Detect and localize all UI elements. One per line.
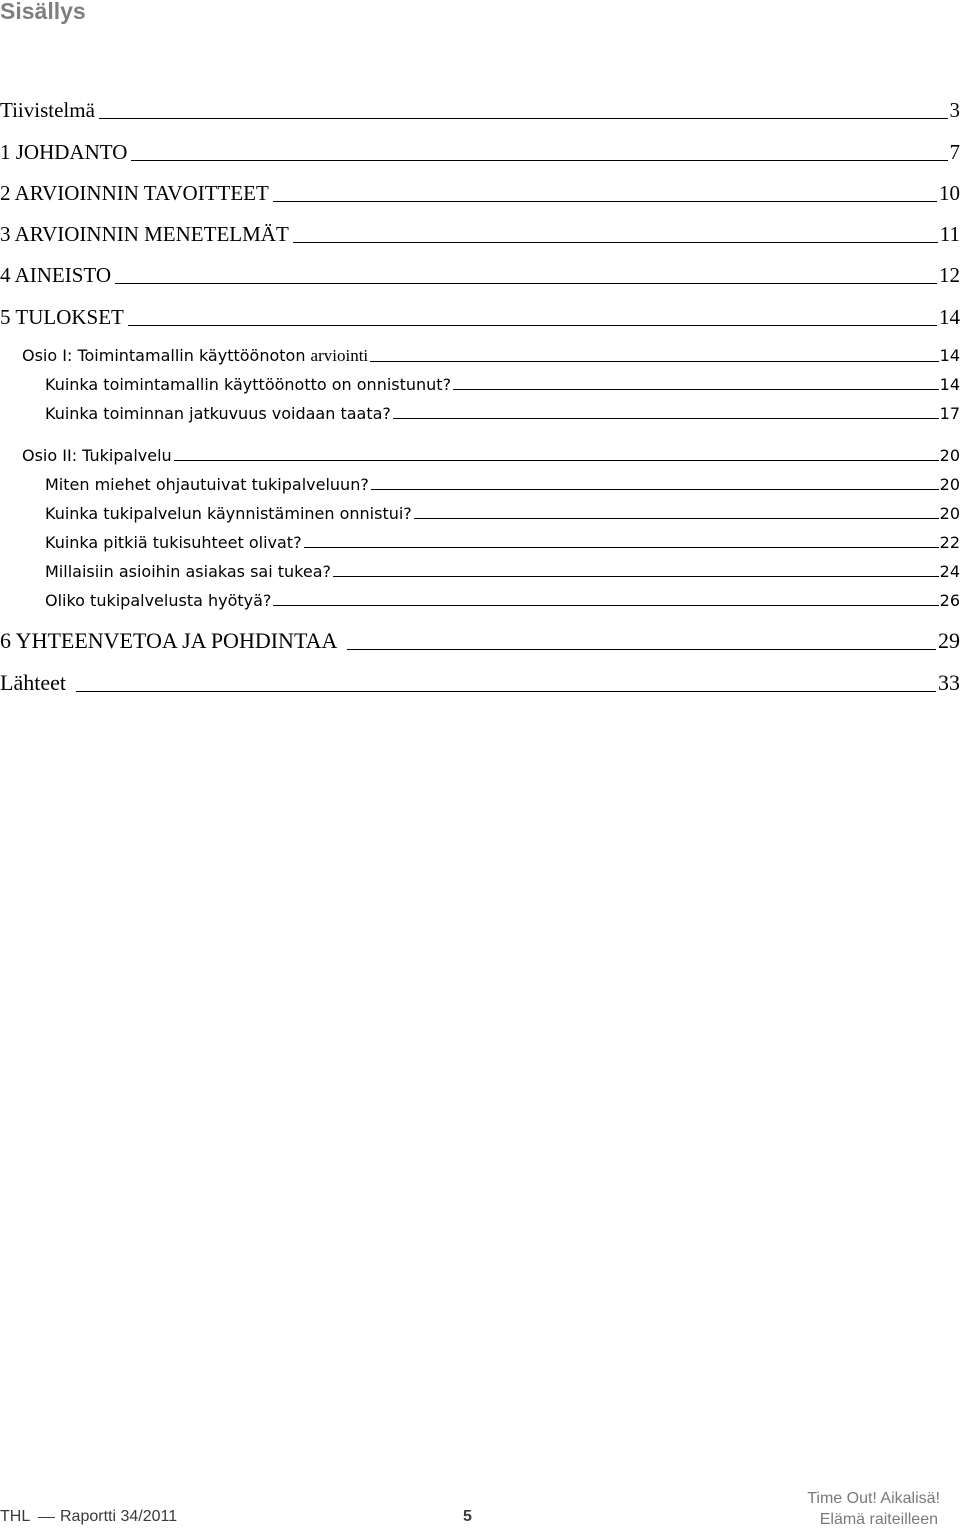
toc-entry-label: 4 AINEISTO (0, 263, 112, 287)
toc-entry-johdanto[interactable] (0, 140, 960, 165)
toc-entry-page: 14 (939, 305, 960, 329)
toc-entry-ohjautuminen[interactable] (45, 475, 960, 494)
toc-entry-label: Osio II: Tukipalvelu (22, 446, 172, 465)
toc-entry-page: 7 (949, 140, 960, 164)
toc-entry-label-main: Osio I: Toimintamallin käyttöönoton (22, 346, 311, 365)
toc-leader-line (76, 691, 936, 692)
footer-divider (38, 1517, 55, 1518)
toc-entry-page: 20 (939, 504, 960, 523)
toc-entry-label: 3 ARVIOINNIN MENETELMÄT (0, 222, 289, 246)
toc-entry-label: Tiivistelmä (0, 98, 95, 122)
toc-entry-tukisuhteet[interactable] (45, 533, 960, 552)
toc-leader-line (99, 118, 948, 119)
toc-leader-line (453, 389, 939, 390)
toc-leader-line (347, 649, 936, 650)
toc-entry-page: 24 (939, 562, 960, 581)
toc-leader-line (393, 418, 939, 419)
toc-entry-osio-1[interactable] (22, 346, 960, 366)
toc-entry-label: Kuinka tukipalvelun käynnistäminen onnistui? (45, 504, 412, 523)
footer-publication-title: Time Out! Aikalisä! (807, 1490, 940, 1507)
toc-entry-label: 2 ARVIOINNIN TAVOITTEET (0, 181, 269, 205)
toc-entry-jatkuvuus[interactable] (45, 404, 960, 423)
toc-leader-line (174, 460, 939, 461)
toc-entry-yhteenvetoa[interactable] (0, 628, 960, 654)
toc-entry-label: Kuinka toimintamallin käyttöönotto on onnistunut? (45, 375, 452, 394)
toc-entry-page: 26 (939, 591, 960, 610)
page-title: Sisällys (0, 0, 86, 24)
toc-entry-label: 6 YHTEENVETOA JA POHDINTAA (0, 628, 338, 653)
toc-leader-line (273, 605, 938, 606)
toc-entry-page: 12 (939, 263, 960, 287)
toc-entry-page: 20 (939, 475, 960, 494)
toc-entry-arvioinnin-tavoitteet[interactable] (0, 181, 960, 206)
footer-page-number: 5 (463, 1508, 472, 1525)
toc-entry-kayttoonotto[interactable] (45, 375, 960, 394)
toc-entry-label: Kuinka toiminnan jatkuvuus voidaan taata? (45, 404, 391, 423)
toc-leader-line (115, 283, 937, 284)
toc-leader-line (371, 489, 939, 490)
toc-entry-label-tail: arviointi (310, 346, 369, 365)
toc-entry-label: Kuinka pitkiä tukisuhteet olivat? (45, 533, 302, 552)
toc-entry-hyoty[interactable] (45, 591, 960, 610)
toc-entry-page: 33 (938, 670, 960, 695)
toc-entry-kaynnistaminen[interactable] (45, 504, 960, 523)
toc-leader-line (293, 242, 938, 243)
footer-series: Raportti 34/2011 (60, 1508, 178, 1525)
toc-entry-page: 20 (939, 446, 960, 465)
toc-entry-page: 10 (939, 181, 960, 205)
toc-entry-page: 14 (939, 375, 960, 394)
toc-entry-page: 11 (939, 222, 960, 246)
toc-entry-page: 22 (939, 533, 960, 552)
toc-entry-page: 29 (938, 628, 960, 653)
toc-entry-arvioinnin-menetelmat[interactable] (0, 222, 960, 247)
toc-entry-label: Lähteet (0, 670, 66, 695)
toc-leader-line (128, 325, 937, 326)
toc-entry-label (22, 346, 368, 366)
footer-publication-subtitle: Elämä raiteilleen (819, 1511, 938, 1528)
toc-entry-page: 3 (949, 98, 960, 122)
toc-entry-label: Oliko tukipalvelusta hyötyä? (45, 591, 272, 610)
toc-leader-line (273, 201, 937, 202)
toc-leader-line (333, 576, 939, 577)
toc-leader-line (131, 160, 947, 161)
toc-entry-tulokset[interactable] (0, 305, 960, 330)
toc-leader-line (370, 361, 938, 362)
toc-leader-line (304, 547, 939, 548)
toc-entry-aineisto[interactable] (0, 263, 960, 288)
page-footer (0, 1490, 960, 1538)
toc-leader-line (414, 518, 939, 519)
footer-org: THL (0, 1508, 31, 1525)
toc-entry-page: 14 (939, 346, 960, 365)
toc-entry-label: Millaisiin asioihin asiakas sai tukea? (45, 562, 331, 581)
toc-entry-label: Miten miehet ohjautuivat tukipalveluun? (45, 475, 369, 494)
toc-entry-tuen-asiat[interactable] (45, 562, 960, 581)
toc-entry-lahteet[interactable] (0, 670, 960, 696)
toc-entry-label: 5 TULOKSET (0, 305, 124, 329)
toc-entry-osio-2[interactable] (22, 446, 960, 465)
toc-entry-label: 1 JOHDANTO (0, 140, 128, 164)
toc-entry-tiivistelma[interactable] (0, 98, 960, 123)
toc-entry-page: 17 (939, 404, 960, 423)
